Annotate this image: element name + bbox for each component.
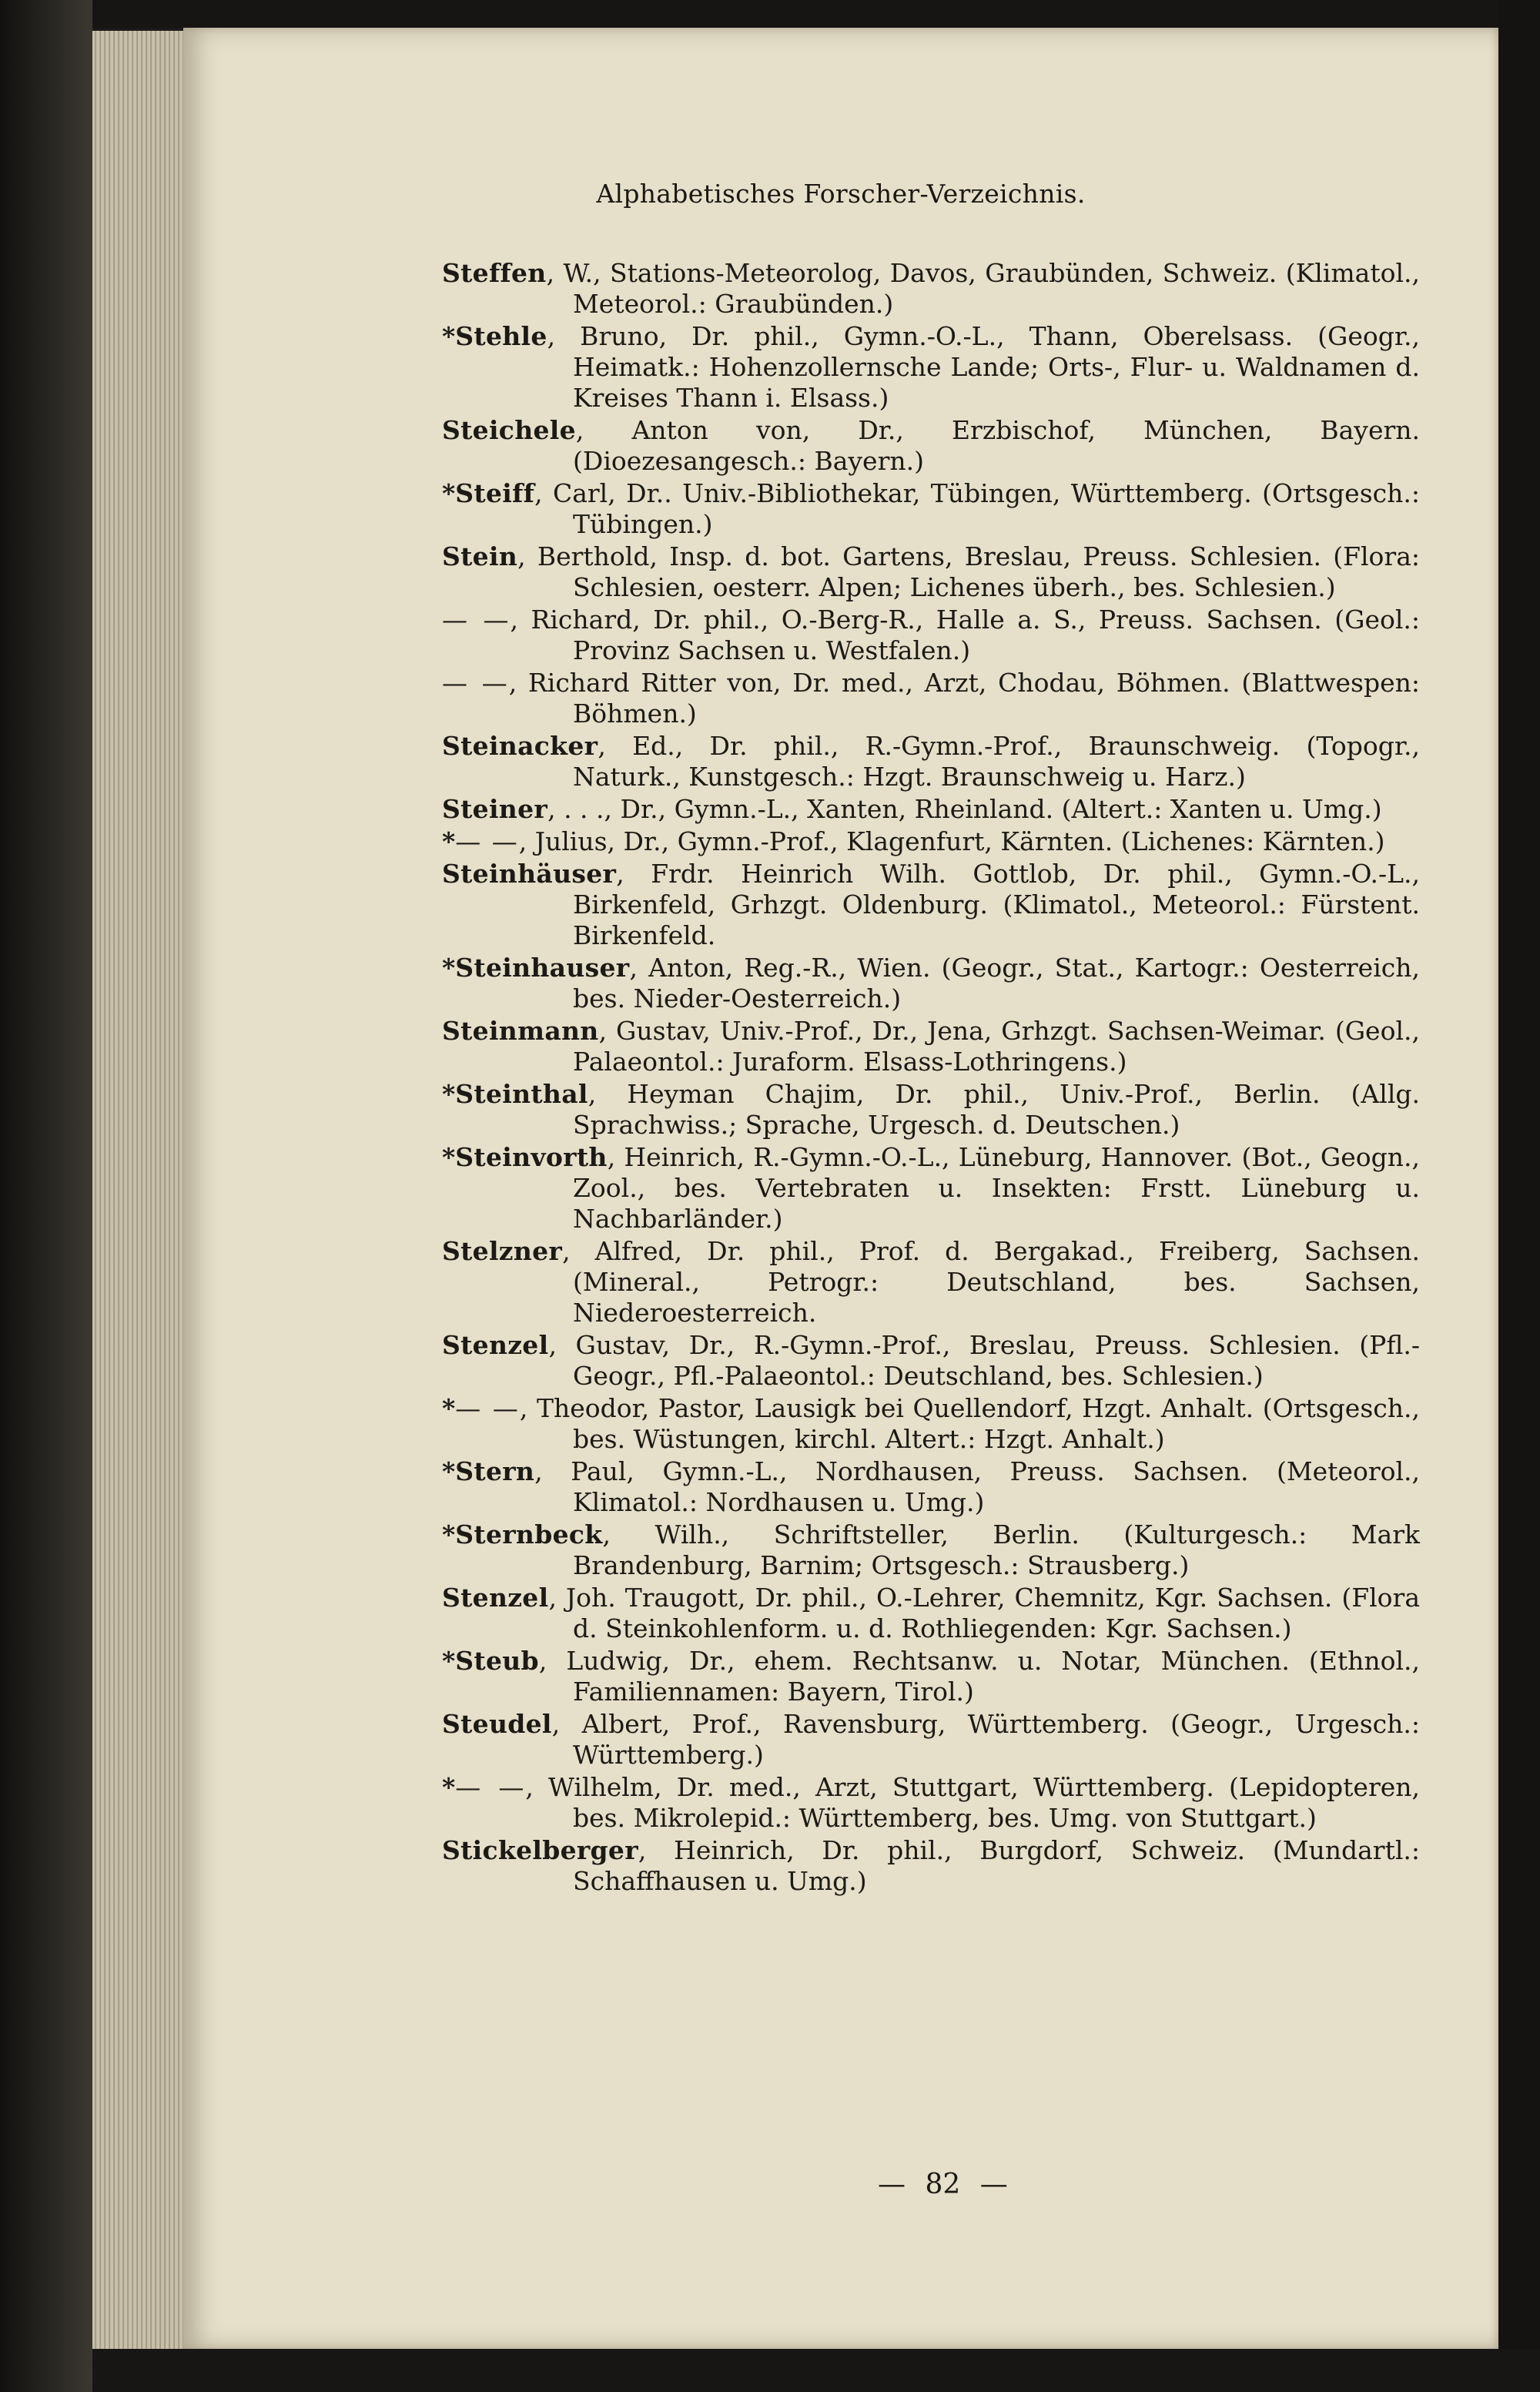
directory-entry bbox=[442, 1519, 1420, 1581]
entry-name: — — bbox=[455, 826, 519, 856]
entry-details: , Wilh., Schriftsteller, Berlin. (Kulturgesch.: Mark Brandenburg, Barnim; Ortsgesch.: Strausberg.) bbox=[573, 1519, 1420, 1580]
entry-details: , Joh. Traugott, Dr. phil., O.-Lehrer, Chemnitz, Kgr. Sachsen. (Flora d. Steinkohlenform. u. d. Rothliegenden: Kgr. Sachsen.) bbox=[548, 1583, 1420, 1643]
entry-name: Steffen bbox=[442, 258, 547, 288]
directory-entry bbox=[442, 258, 1420, 320]
directory-entry bbox=[442, 1646, 1420, 1707]
entry-details: , W., Stations-Meteorolog, Davos, Graubünden, Schweiz. (Klimatol., Meteorol.: Graubünden.) bbox=[546, 258, 1420, 319]
entry-details: , Heyman Chajim, Dr. phil., Univ.-Prof., Berlin. (Allg. Sprachwiss.; Sprache, Urgesch. d. Deutschen.) bbox=[573, 1079, 1420, 1140]
entry-details: , Ludwig, Dr., ehem. Rechtsanw. u. Notar, München. (Ethnol., Familiennamen: Bayern, Tirol.) bbox=[538, 1646, 1420, 1707]
entry-name: Stern bbox=[455, 1456, 535, 1486]
entry-name: Steudel bbox=[442, 1709, 552, 1739]
directory-entry bbox=[442, 668, 1420, 729]
entry-name: Stein bbox=[442, 541, 518, 571]
directory-entry bbox=[442, 1456, 1420, 1518]
directory-entry bbox=[442, 1772, 1420, 1834]
page-number: — 82 — bbox=[878, 2169, 1008, 2200]
directory-entry bbox=[442, 1142, 1420, 1235]
entry-details: , Anton von, Dr., Erzbischof, München, Bayern. (Dioezesangesch.: Bayern.) bbox=[573, 415, 1420, 476]
book-spine bbox=[0, 0, 92, 2392]
directory-entry bbox=[442, 1079, 1420, 1141]
entry-asterisk: * bbox=[442, 1393, 456, 1423]
directory-entry bbox=[442, 1583, 1420, 1644]
directory-entry bbox=[442, 1236, 1420, 1328]
entry-details: , Ed., Dr. phil., R.-Gymn.-Prof., Braunschweig. (Topogr., Naturk., Kunstgesch.: Hzgt. Braunschweig u. Harz.) bbox=[573, 731, 1420, 792]
entry-details: , Frdr. Heinrich Wilh. Gottlob, Dr. phil., Gymn.-O.-L., Birkenfeld, Grhzgt. Oldenburg. (Klimatol., Meteorol.: Fürstent. Birkenfeld. bbox=[573, 859, 1420, 950]
running-header: Alphabetisches Forscher-Verzeichnis. bbox=[596, 179, 1086, 209]
entry-name: Steiff bbox=[455, 478, 535, 508]
directory-entry bbox=[442, 1393, 1420, 1455]
entry-asterisk: * bbox=[442, 826, 456, 856]
page-edges bbox=[92, 31, 185, 2349]
entry-details: , Carl, Dr.. Univ.-Bibliothekar, Tübingen, Württemberg. (Ortsgesch.: Tübingen.) bbox=[534, 478, 1420, 539]
entry-name: Steinacker bbox=[442, 731, 598, 761]
entry-name: Stickelberger bbox=[442, 1835, 638, 1865]
entry-name: Steichele bbox=[442, 415, 576, 445]
entry-name: Steinthal bbox=[455, 1079, 588, 1109]
entry-name: Stehle bbox=[455, 321, 547, 351]
entry-name: Stenzel bbox=[442, 1330, 549, 1360]
top-margin-dark bbox=[92, 0, 1540, 28]
entry-asterisk: * bbox=[442, 1142, 456, 1172]
entry-name: Steiner bbox=[442, 794, 548, 824]
entry-details: , Theodor, Pastor, Lausigk bei Quellendorf, Hzgt. Anhalt. (Ortsgesch., bes. Wüstungen, kirchl. Altert.: Hzgt. Anhalt.) bbox=[519, 1393, 1420, 1454]
directory-entry bbox=[442, 1330, 1420, 1392]
entry-details: , Gustav, Dr., R.-Gymn.-Prof., Breslau, Preuss. Schlesien. (Pfl.-Geogr., Pfl.-Palaeontol.: Deutschland, bes. Schlesien.) bbox=[548, 1330, 1420, 1391]
entry-asterisk: * bbox=[442, 478, 456, 508]
directory-entry bbox=[442, 953, 1420, 1014]
directory-entries bbox=[442, 258, 1420, 1898]
entry-name: — — bbox=[455, 1772, 526, 1802]
entry-name: — — bbox=[442, 668, 509, 698]
entry-details: , Richard, Dr. phil., O.-Berg-R., Halle a. S., Preuss. Sachsen. (Geol.: Provinz Sachsen u. Westfalen.) bbox=[510, 605, 1421, 665]
entry-name: Steinvorth bbox=[455, 1142, 608, 1172]
entry-details: , Richard Ritter von, Dr. med., Arzt, Chodau, Böhmen. (Blattwespen: Böhmen.) bbox=[508, 668, 1420, 729]
entry-name: — — bbox=[455, 1393, 520, 1423]
entry-details: , Heinrich, R.-Gymn.-O.-L., Lüneburg, Hannover. (Bot., Geogn., Zool., bes. Vertebraten u. Insekten: Frstt. Lüneburg u. Nachbarländer.) bbox=[573, 1142, 1420, 1234]
right-margin-dark bbox=[1498, 0, 1540, 2392]
entry-asterisk: * bbox=[442, 1079, 456, 1109]
directory-entry bbox=[442, 605, 1420, 666]
entry-details: , Anton, Reg.-R., Wien. (Geogr., Stat., Kartogr.: Oesterreich, bes. Nieder-Oesterreich.) bbox=[573, 953, 1420, 1013]
entry-asterisk: * bbox=[442, 1646, 456, 1676]
entry-details: , Alfred, Dr. phil., Prof. d. Bergakad., Freiberg, Sachsen. (Mineral., Petrogr.: Deutschland, bes. Sachsen, Niederoesterreich. bbox=[562, 1236, 1420, 1328]
directory-entry bbox=[442, 1016, 1420, 1077]
entry-details: , . . ., Dr., Gymn.-L., Xanten, Rheinland. (Altert.: Xanten u. Umg.) bbox=[547, 794, 1382, 824]
directory-entry bbox=[442, 1709, 1420, 1771]
directory-entry bbox=[442, 478, 1420, 540]
entry-asterisk: * bbox=[442, 321, 456, 351]
directory-entry bbox=[442, 859, 1420, 951]
directory-entry bbox=[442, 541, 1420, 603]
entry-details: , Bruno, Dr. phil., Gymn.-O.-L., Thann, Oberelsass. (Geogr., Heimatk.: Hohenzollernsche Lande; Orts-, Flur- u. Waldnamen d. Kreises Thann i. Elsass.) bbox=[547, 321, 1420, 413]
entry-name: — — bbox=[442, 605, 511, 635]
entry-details: , Paul, Gymn.-L., Nordhausen, Preuss. Sachsen. (Meteorol., Klimatol.: Nordhausen u. Umg.) bbox=[534, 1456, 1420, 1517]
directory-entry bbox=[442, 731, 1420, 792]
bottom-margin-dark bbox=[92, 2349, 1540, 2392]
entry-details: , Julius, Dr., Gymn.-Prof., Klagenfurt, Kärnten. (Lichenes: Kärnten.) bbox=[518, 826, 1385, 856]
entry-details: , Heinrich, Dr. phil., Burgdorf, Schweiz. (Mundartl.: Schaffhausen u. Umg.) bbox=[573, 1835, 1420, 1896]
entry-details: , Albert, Prof., Ravensburg, Württemberg. (Geogr., Urgesch.: Württemberg.) bbox=[551, 1709, 1420, 1770]
directory-entry bbox=[442, 794, 1420, 825]
entry-name: Sternbeck bbox=[455, 1519, 603, 1549]
entry-name: Steinhäuser bbox=[442, 859, 617, 889]
entry-asterisk: * bbox=[442, 1519, 456, 1549]
entry-asterisk: * bbox=[442, 1772, 456, 1802]
entry-name: Steinhauser bbox=[455, 953, 630, 983]
entry-asterisk: * bbox=[442, 1456, 456, 1486]
entry-details: , Berthold, Insp. d. bot. Gartens, Breslau, Preuss. Schlesien. (Flora: Schlesien, oesterr. Alpen; Lichenes überh., bes. Schlesien.) bbox=[517, 541, 1420, 602]
entry-asterisk: * bbox=[442, 953, 456, 983]
entry-name: Steinmann bbox=[442, 1016, 599, 1046]
directory-entry bbox=[442, 321, 1420, 414]
directory-entry bbox=[442, 1835, 1420, 1897]
entry-name: Stenzel bbox=[442, 1583, 549, 1613]
directory-entry bbox=[442, 415, 1420, 477]
entry-name: Stelzner bbox=[442, 1236, 563, 1266]
directory-entry bbox=[442, 826, 1420, 857]
entry-details: , Gustav, Univ.-Prof., Dr., Jena, Grhzgt. Sachsen-Weimar. (Geol., Palaeontol.: Juraform. Elsass-Lothringens.) bbox=[573, 1016, 1420, 1077]
entry-name: Steub bbox=[455, 1646, 539, 1676]
entry-details: , Wilhelm, Dr. med., Arzt, Stuttgart, Württemberg. (Lepidopteren, bes. Mikrolepid.: Württemberg, bes. Umg. von Stuttgart.) bbox=[525, 1772, 1420, 1833]
